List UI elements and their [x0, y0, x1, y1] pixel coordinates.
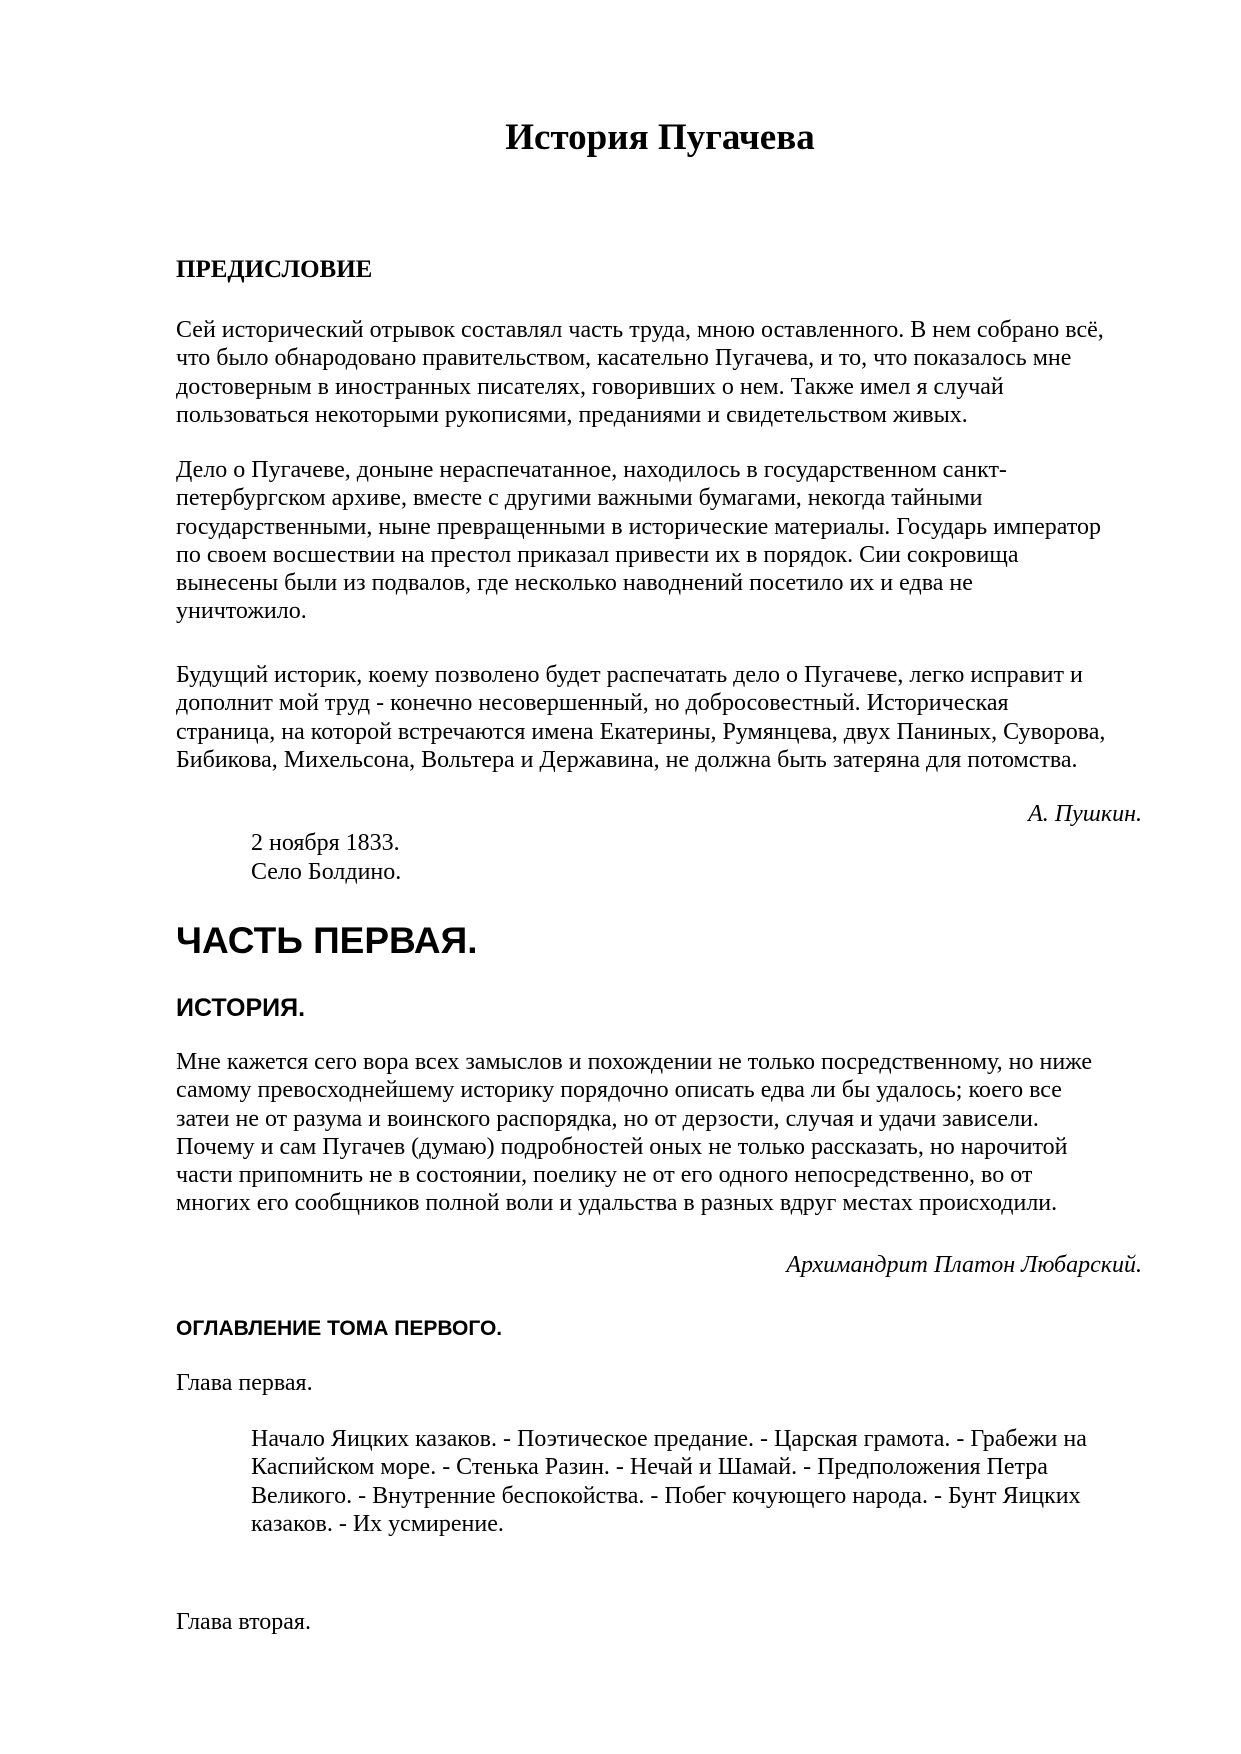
preface-place: Село Болдино. — [251, 859, 402, 885]
text-line: затеи не от разума и воинского распорядка, но от дерзости, случая и удачи зависели. — [176, 1105, 1039, 1132]
text-line: Почему и сам Пугачев (думаю) подробностей оных не только рассказать, но нарочитой — [176, 1133, 1068, 1160]
epigraph-author: Архимандрит Платон Любарский. — [786, 1252, 1142, 1278]
text-line: Каспийском море. - Стенька Разин. - Нечай и Шамай. - Предположения Петра — [251, 1454, 1048, 1481]
part-one-heading: ЧАСТЬ ПЕРВАЯ. — [176, 920, 478, 961]
text-line: казаков. - Их усмирение. — [251, 1511, 504, 1538]
text-line: Мне кажется сего вора всех замыслов и похождении не только посредственному, но ниже — [176, 1049, 1093, 1075]
text-line: Начало Яицких казаков. - Поэтическое предание. - Царская грамота. - Грабежи на — [251, 1426, 1087, 1452]
text-line: по своем восшествии на престол приказал привести их в порядок. Сии сокровища — [176, 541, 1019, 568]
text-line: Будущий историк, коему позволено будет распечатать дело о Пугачеве, легко исправит и — [176, 662, 1083, 688]
text-line: Великого. - Внутренние беспокойства. - Побег кочующего народа. - Бунт Яицких — [251, 1482, 1081, 1509]
text-line: вынесены были из подвалов, где несколько наводнений посетило их и едва не — [176, 570, 973, 597]
text-line: петербургском архиве, вместе с другими важными бумагами, некогда тайными — [176, 485, 983, 512]
preface-date: 2 ноября 1833. — [251, 830, 400, 856]
text-line: дополнит мой труд - конечно несовершенный, но добросовестный. Историческая — [176, 690, 1009, 717]
text-line: Сей исторический отрывок составлял часть труда, мною оставленного. В нем собрано всё, — [176, 317, 1104, 343]
text-line: государственными, ныне превращенными в исторические материалы. Государь император — [176, 513, 1101, 540]
toc-heading: ОГЛАВЛЕНИЕ ТОМА ПЕРВОГО. — [176, 1317, 503, 1340]
text-line: пользоваться некоторыми рукописями, преданиями и свидетельством живых. — [176, 401, 968, 428]
toc-chapter-1-summary — [251, 1425, 1156, 1539]
text-line: достоверным в иностранных писателях, говоривших о нем. Также имел я случай — [176, 373, 1004, 400]
text-line: части припомнить не в состоянии, поелику не от его одного непосредственно, во от — [176, 1162, 1033, 1189]
toc-chapter-1-title: Глава первая. — [176, 1370, 313, 1396]
document-title: История Пугачева — [505, 117, 815, 158]
text-line: страница, на которой встречаются имена Екатерины, Румянцева, двух Паниных, Суворова, — [176, 718, 1106, 745]
epigraph — [176, 1048, 1156, 1218]
preface-heading: ПРЕДИСЛОВИЕ — [176, 256, 373, 283]
preface-paragraph-1 — [176, 316, 1156, 429]
history-heading: ИСТОРИЯ. — [176, 994, 306, 1022]
preface-paragraph-2 — [176, 456, 1156, 626]
text-line: многих его сообщников полной воли и удальства в разных вдруг местах происходили. — [176, 1190, 1058, 1217]
text-line: Бибикова, Михельсона, Вольтера и Державина, не должна быть затеряна для потомства. — [176, 746, 1078, 773]
text-line: уничтожило. — [176, 598, 307, 625]
preface-signature: А. Пушкин. — [1028, 801, 1142, 827]
text-line: Дело о Пугачеве, доныне нераспечатанное, находилось в государственном санкт- — [176, 457, 1007, 483]
text-line: что было обнародовано правительством, касательно Пугачева, и то, что показалось мне — [176, 345, 1072, 372]
preface-paragraph-3 — [176, 661, 1156, 774]
toc-chapter-2-title: Глава вторая. — [176, 1609, 311, 1635]
text-line: самому превосходнейшему историку порядочно описать едва ли бы удалось; коего все — [176, 1077, 1062, 1104]
